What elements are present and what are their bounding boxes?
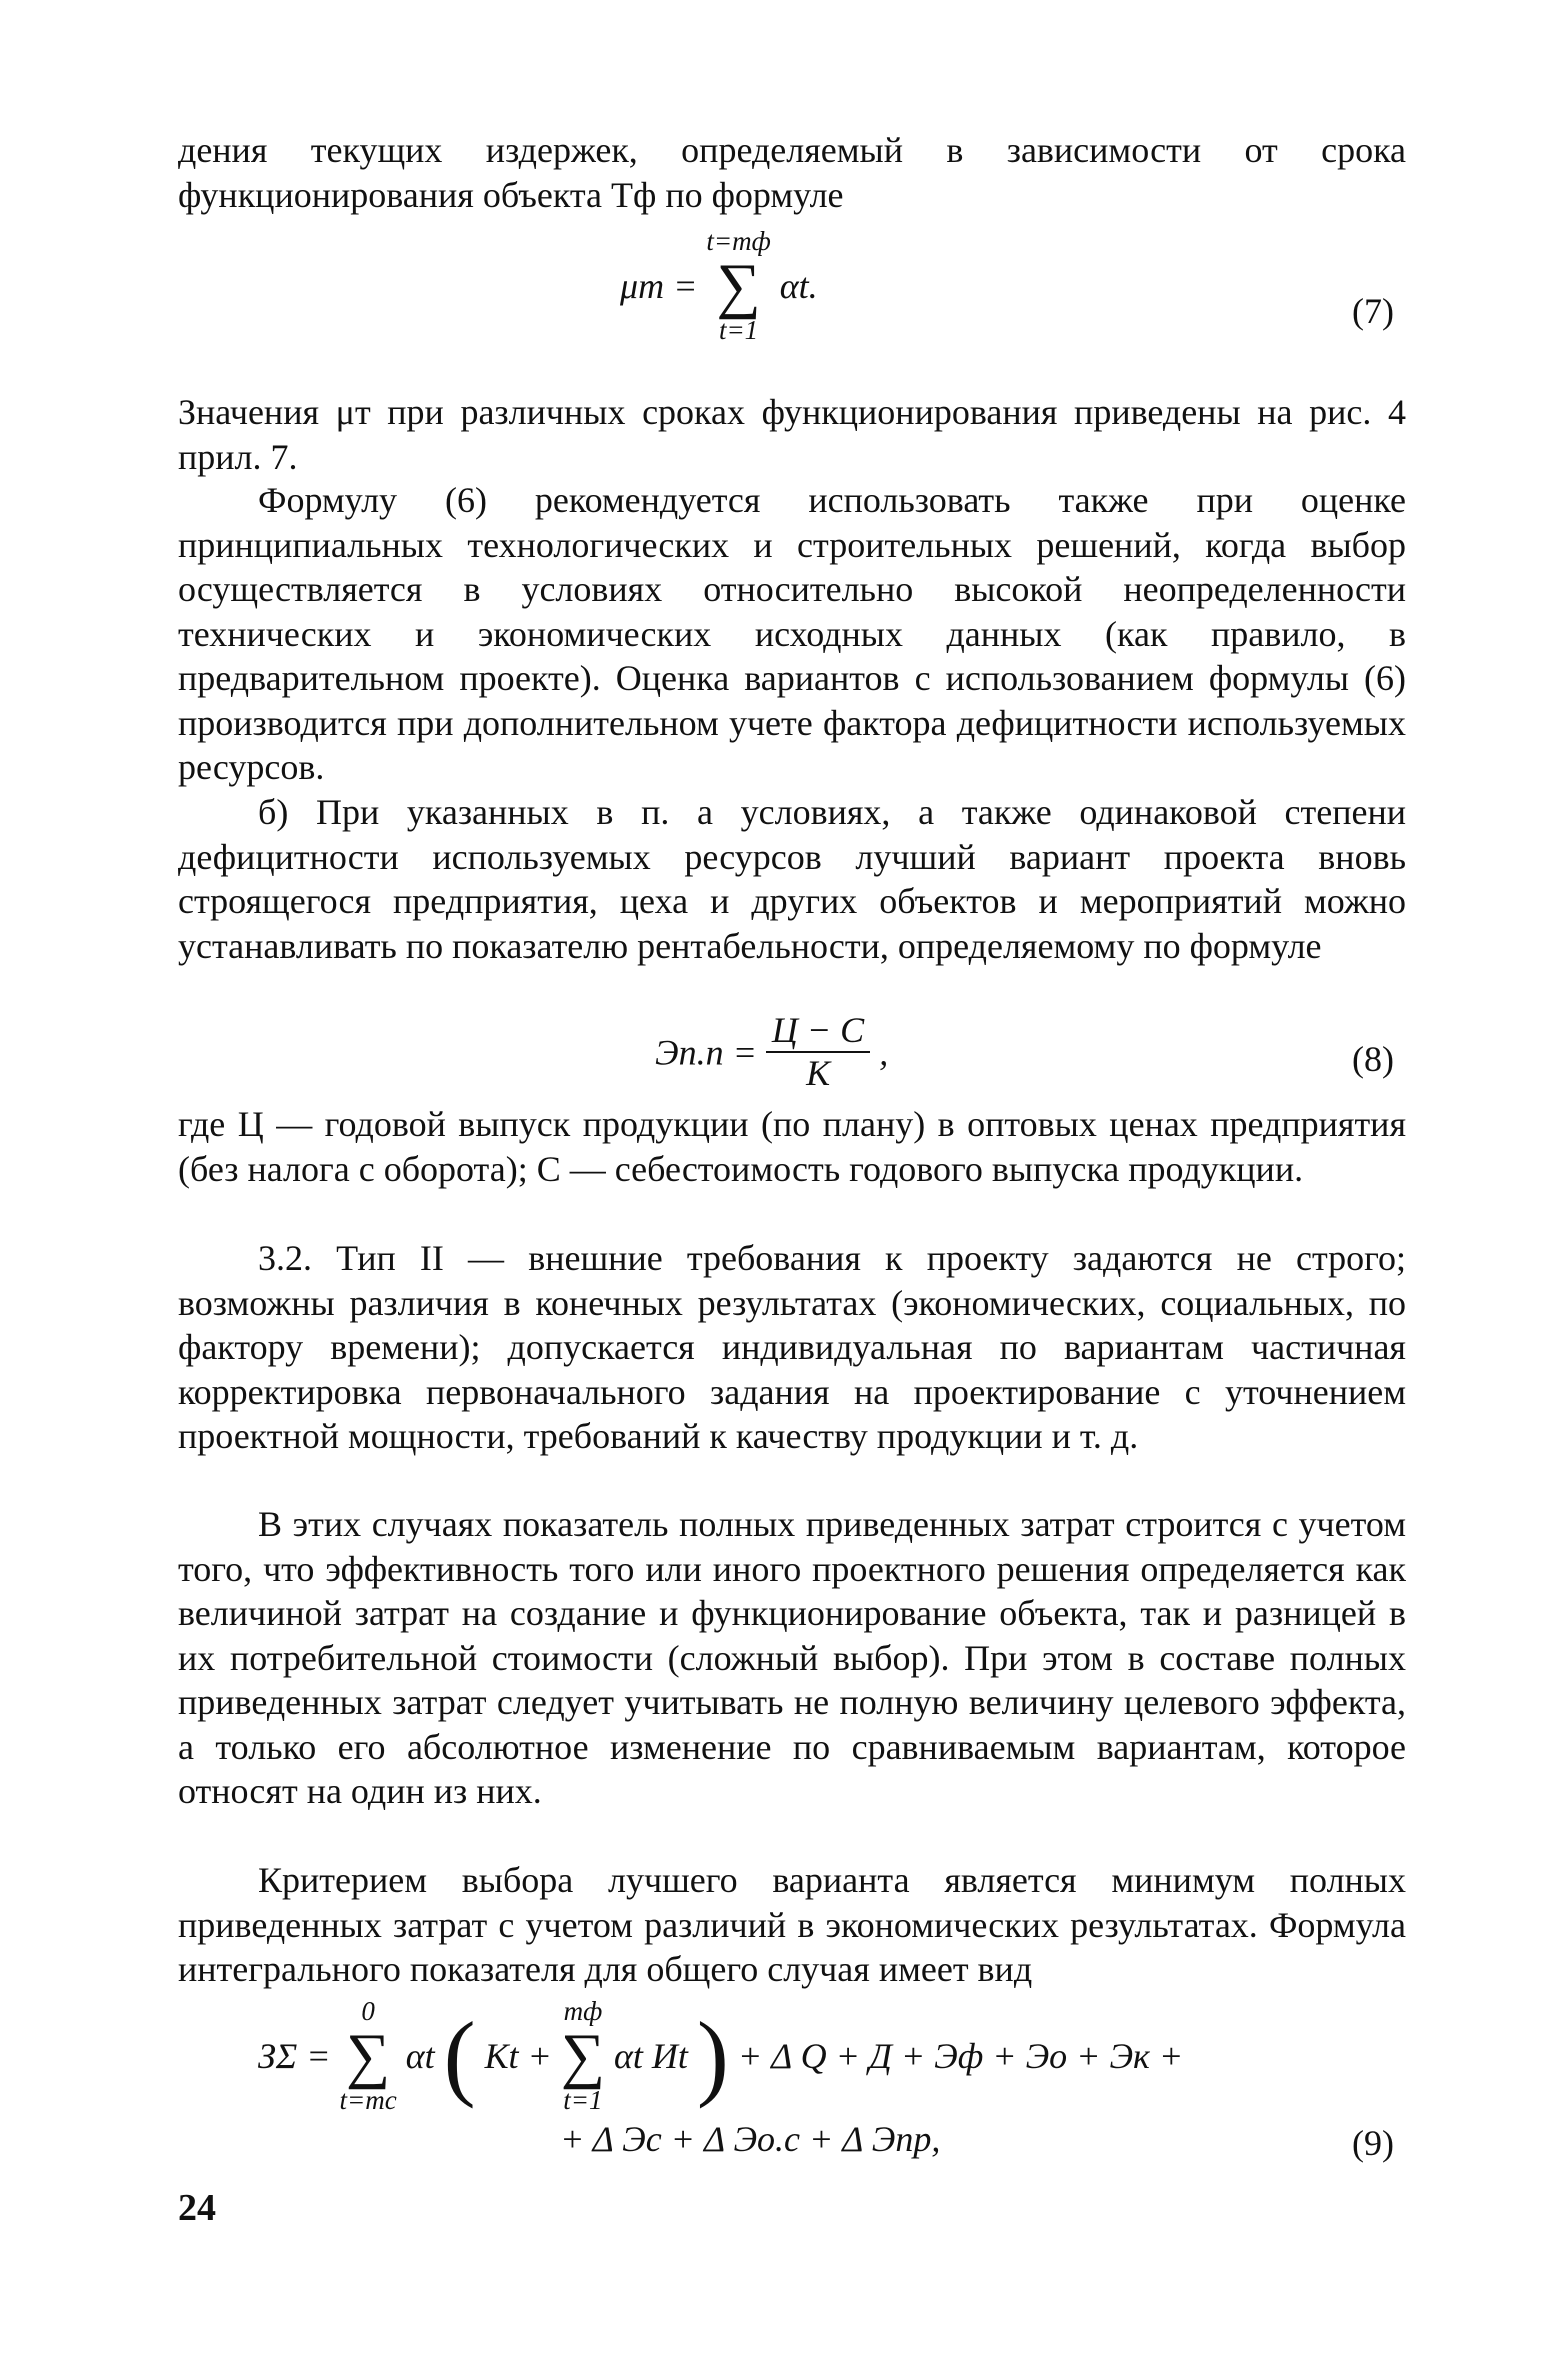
formula-8-tail: , xyxy=(879,1032,889,1073)
formula-9-line-1 xyxy=(258,1998,1183,2114)
formula-9-k: Кt + xyxy=(484,2036,552,2076)
formula-9-sum2-lower: t=1 xyxy=(563,2085,603,2115)
paragraph-5 xyxy=(178,1102,1406,1191)
formula-9-sum1-lower: t=тс xyxy=(339,2085,397,2115)
formula-8-fraction xyxy=(766,1010,870,1095)
paragraph-6-text: 3.2. Тип II — внешние требования к проекту задаются не строго; возможны различия в конечных результатах (экономических, социальных, по фактору времени); допускается индивидуальная по вариантам частичная корректировка первоначального задания на проектирование с уточнением проектной мощности, требований к качеству продукции и т. д. xyxy=(178,1238,1406,1456)
paragraph-1 xyxy=(178,128,1406,217)
paragraph-4-text: б) При указанных в п. а условиях, а также одинаковой степени дефицитности используемых ресурсов лучший вариант проекта вновь строящегося предприятия, цеха и других объектов и мероприятий можно устанавливать по показателю рентабельности, определяемому по формуле xyxy=(178,792,1406,966)
formula-8-denominator: К xyxy=(806,1053,830,1094)
page-number: 24 xyxy=(178,2187,216,2229)
formula-9-alpha: αt xyxy=(405,2036,435,2076)
formula-8-numerator: Ц − С xyxy=(766,1010,870,1053)
right-paren-icon: ) xyxy=(696,2002,729,2109)
formula-9-number: (9) xyxy=(1352,2123,1394,2163)
formula-9-rest-1: + Δ Q + Д + Эф + Эо + Эк + xyxy=(737,2036,1184,2076)
sigma-icon: ∑ xyxy=(346,2022,391,2090)
formula-9-lhs: ЗΣ = xyxy=(258,2036,331,2076)
formula-8-lhs: Эп.п = xyxy=(655,1032,757,1073)
sigma-icon: ∑ xyxy=(716,252,761,320)
paragraph-6 xyxy=(178,1236,1406,1459)
formula-7-upper: t=тф xyxy=(706,226,771,256)
formula-7-lower: t=1 xyxy=(718,315,759,345)
paragraph-1-text: дения текущих издержек, определяемый в зависимости от срока функционирования объекта Тф по формуле xyxy=(178,130,1406,215)
formula-9-sum2-upper: тф xyxy=(563,1996,603,2026)
formula-9-sum-inner xyxy=(561,1998,605,2114)
formula-9-inner-term: αt Иt xyxy=(614,2036,688,2076)
formula-7 xyxy=(620,228,818,344)
formula-8-number: (8) xyxy=(1352,1039,1394,1079)
formula-7-sum xyxy=(706,228,770,344)
paragraph-8 xyxy=(178,1858,1406,1992)
paragraph-3 xyxy=(178,478,1406,790)
formula-9-sum1-upper: 0 xyxy=(361,1996,375,2026)
formula-7-number: (7) xyxy=(1352,291,1394,331)
paragraph-7-text: В этих случаях показатель полных приведенных затрат строится с учетом того, что эффективность того или иного проектного решения определяется как величиной затрат на создание и функционирование объекта, так и разницей в их потребительной стоимости (сложный выбор). При этом в составе полных приведенных затрат следует учитывать не полную величину целевого эффекта, а только его абсолютное изменение по сравниваемым вариантам, которое относят на один из них. xyxy=(178,1504,1406,1811)
formula-7-term: αt. xyxy=(779,266,818,306)
paragraph-2-text: Значения μт при различных сроках функционирования приведены на рис. 4 прил. 7. xyxy=(178,392,1406,477)
paragraph-4 xyxy=(178,790,1406,968)
formula-7-lhs: μт = xyxy=(620,266,698,306)
paragraph-5-text: где Ц — годовой выпуск продукции (по плану) в оптовых ценах предприятия (без налога с оборота); С — себестоимость годового выпуска продукции. xyxy=(178,1104,1406,1189)
formula-9-line-2: + Δ Эс + Δ Эо.с + Δ Эпр, xyxy=(560,2119,941,2159)
formula-9-sum-outer xyxy=(340,1998,397,2114)
paragraph-7 xyxy=(178,1502,1406,1814)
paragraph-2 xyxy=(178,390,1406,479)
left-paren-icon: ( xyxy=(443,2002,476,2109)
paragraph-8-text: Критерием выбора лучшего варианта является минимум полных приведенных затрат с учетом различий в экономических результатах. Формула интегрального показателя для общего случая имеет вид xyxy=(178,1860,1406,1989)
sigma-icon: ∑ xyxy=(560,2022,606,2090)
paragraph-3-text: Формулу (6) рекомендуется использовать также при оценке принципиальных технологических и строительных решений, когда выбор осуществляется в условиях относительно высокой неопределенности технических и экономических исходных данных (как правило, в предварительном проекте). Оценка вариантов с использованием формулы (6) производится при дополнительном учете фактора дефицитности используемых ресурсов. xyxy=(178,480,1406,787)
formula-8 xyxy=(655,1010,888,1095)
